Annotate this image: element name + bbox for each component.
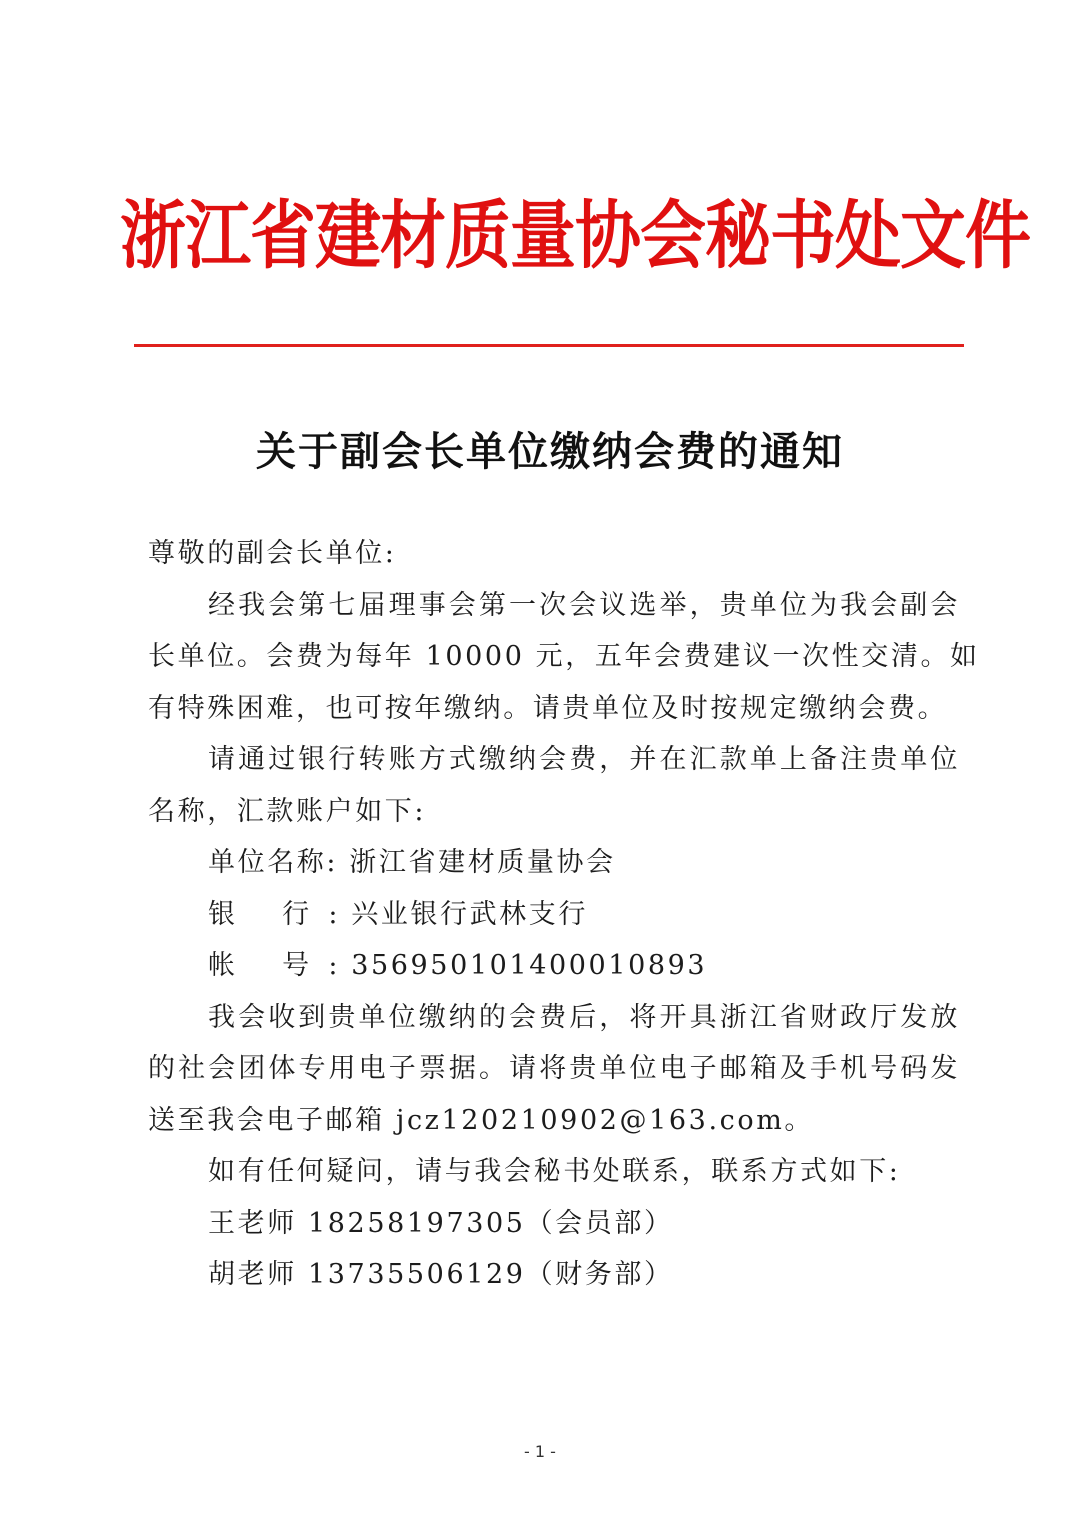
- paragraph-1-line-1: 经我会第七届理事会第一次会议选举，贵单位为我会副会: [208, 589, 960, 621]
- contact-name: 胡老师: [208, 1259, 297, 1290]
- red-divider-rule: [134, 344, 964, 347]
- paragraph-2-line-1: 请通过银行转账方式缴纳会费，并在汇款单上备注贵单位: [208, 744, 960, 775]
- account-number-row: [148, 940, 960, 992]
- contact-dept: （财务部）: [525, 1259, 674, 1290]
- account-number-value: 356950101400010893: [351, 950, 708, 981]
- salutation: 尊敬的副会长单位:: [148, 538, 397, 569]
- account-number-label-a: 帐: [208, 950, 255, 981]
- account-name-row: [148, 837, 960, 889]
- contact-name: 王老师: [208, 1207, 297, 1239]
- paragraph-1-line-3: 有特殊困难，也可按年缴纳。请贵单位及时按规定缴纳会费。: [148, 692, 948, 724]
- account-number-label-b: 号:: [282, 950, 341, 981]
- document-body: [148, 528, 980, 1301]
- paragraph-2-line-2: 名称，汇款账户如下:: [148, 795, 427, 827]
- account-name-label: 单位名称:: [208, 847, 339, 878]
- contact-phone: 18258197305: [308, 1207, 526, 1239]
- page-number: - 1 -: [524, 1442, 556, 1461]
- account-bank-row: [148, 889, 960, 941]
- masthead-title: 浙江省建材质量协会秘书处文件: [120, 192, 1030, 279]
- contact-row: [148, 1249, 960, 1301]
- account-bank-label: [208, 889, 340, 941]
- paragraph-1-line-2: 长单位。会费为每年 10000 元，五年会费建议一次性交清。如: [148, 641, 980, 672]
- contact-dept: （会员部）: [525, 1207, 674, 1239]
- contact-phone: 13735506129: [308, 1259, 526, 1290]
- document-title: 关于副会长单位缴纳会费的通知: [256, 428, 844, 475]
- contact-row: [148, 1198, 960, 1250]
- account-number-label: [208, 940, 340, 992]
- account-bank-label-b: 行:: [282, 898, 341, 930]
- contact-intro: 如有任何疑问，请与我会秘书处联系，联系方式如下:: [208, 1156, 901, 1187]
- paragraph-3-line-3: 送至我会电子邮箱 jcz120210902@163.com。: [148, 1104, 815, 1136]
- account-bank-label-a: 银: [208, 898, 255, 930]
- paragraph-3-line-1: 我会收到贵单位缴纳的会费后，将开具浙江省财政厅发放: [208, 1001, 960, 1033]
- account-name-value: 浙江省建材质量协会: [349, 847, 616, 878]
- account-bank-value: 兴业银行武林支行: [351, 898, 588, 930]
- paragraph-3-line-2: 的社会团体专用电子票据。请将贵单位电子邮箱及手机号码发: [148, 1053, 960, 1084]
